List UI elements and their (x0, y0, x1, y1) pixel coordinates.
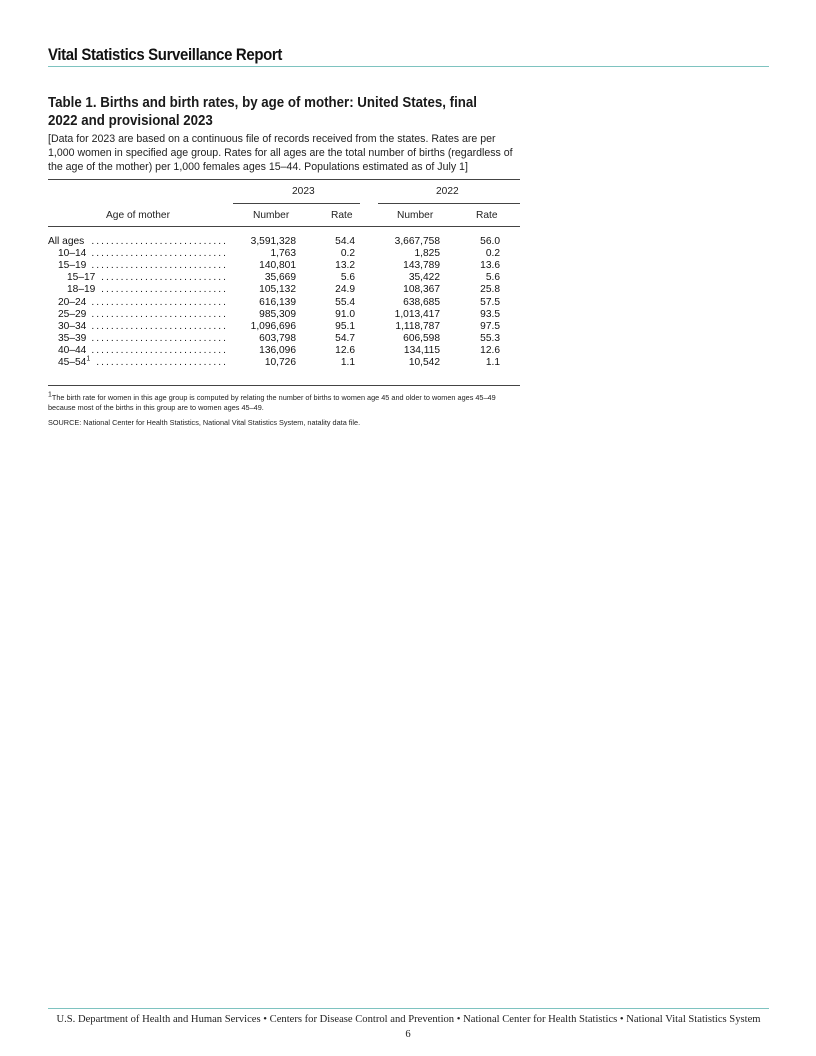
leader-dots: ............................ (91, 332, 228, 344)
table-row (48, 297, 520, 309)
header-divider (48, 66, 769, 67)
table-row (48, 333, 520, 345)
table-row (48, 321, 520, 333)
number-2022: 134,115 (403, 344, 440, 356)
number-2022: 1,825 (414, 248, 440, 260)
age-label (58, 321, 86, 332)
leader-dots: ............................ (91, 296, 228, 308)
rate-2023: 13.2 (335, 260, 355, 272)
number-2022: 108,367 (403, 284, 440, 296)
age-label (58, 260, 86, 271)
number-2022: 638,685 (403, 296, 440, 308)
age-label-text: 30–34 (58, 320, 87, 332)
age-label (58, 248, 86, 259)
age-label (58, 309, 86, 320)
leader-dots: ............................ (91, 236, 228, 247)
age-label (58, 297, 86, 308)
year-header-2022: 2022 (436, 186, 459, 197)
number-2023: 985,309 (259, 308, 296, 320)
number-2022: 10,542 (408, 357, 440, 368)
table-row (48, 357, 520, 369)
rate-2023: 95.1 (335, 320, 355, 332)
table-row (48, 345, 520, 357)
number-2023: 136,096 (259, 344, 296, 356)
leader-dots: ............................ (91, 320, 228, 332)
rate-2022: 57.5 (480, 296, 500, 308)
number-2022: 3,667,758 (394, 236, 440, 247)
age-label (67, 284, 95, 295)
page-number: 6 (405, 1029, 411, 1040)
table-row (48, 260, 520, 272)
age-label-text: 18–19 (67, 284, 96, 296)
number-2023: 1,763 (270, 248, 296, 260)
number-2023: 3,591,328 (250, 236, 296, 247)
age-label-text: 45–54 (58, 357, 87, 368)
report-title: Vital Statistics Surveillance Report (48, 45, 282, 64)
number-2022: 1,013,417 (394, 308, 440, 320)
number-2022: 1,118,787 (395, 320, 440, 332)
rate-2023: 24.9 (335, 284, 355, 296)
age-label-text: 20–24 (58, 296, 87, 308)
footnote-marker: 1 (48, 391, 52, 399)
leader-dots: .......................... (101, 272, 228, 284)
leader-dots: ............................ (91, 260, 228, 272)
number-2023: 616,139 (259, 296, 296, 308)
age-label-text: 15–19 (58, 260, 87, 272)
table-row (48, 309, 520, 321)
number-2023: 603,798 (259, 332, 296, 344)
age-label-text: 10–14 (58, 248, 87, 260)
rate-2023: 1.1 (340, 357, 355, 368)
rate-2022: 56.0 (480, 236, 500, 247)
age-label (58, 357, 90, 368)
col-header-rate-2022: Rate (476, 210, 498, 221)
table-row (48, 284, 520, 296)
spanner-rule-2023 (233, 203, 360, 204)
age-label (58, 333, 86, 344)
table-row (48, 248, 520, 260)
rate-2023: 12.6 (335, 344, 355, 356)
rate-2022: 13.6 (480, 260, 500, 272)
number-2023: 105,132 (259, 284, 296, 296)
number-2022: 143,789 (403, 260, 440, 272)
age-label-text: 40–44 (58, 344, 87, 356)
table-top-rule (48, 179, 520, 180)
leader-dots: .......................... (101, 284, 228, 296)
table-title: Table 1. Births and birth rates, by age of mother: United States, final 2022 and provisional 2023 (48, 95, 478, 129)
col-header-number-2023: Number (253, 210, 290, 221)
table-row (48, 236, 520, 248)
rate-2022: 12.6 (480, 344, 500, 356)
number-2022: 606,598 (403, 332, 440, 344)
rate-2022: 0.2 (485, 248, 500, 260)
number-2023: 10,726 (264, 357, 296, 368)
leader-dots: ............................ (91, 344, 228, 356)
rate-2023: 55.4 (335, 296, 355, 308)
rate-2022: 5.6 (485, 272, 500, 284)
table-headnote: [Data for 2023 are based on a continuous file of records received from the states. Rates are per 1,000 women in specified age group. Rates for all ages are the total number of births (regardless of the age of the mother) per 1,000 females ages 15–44. Populations estimated as of July 1] (48, 133, 513, 174)
row-header-age: Age of mother (106, 210, 170, 221)
table-bottom-rule (48, 385, 520, 386)
table-row (48, 272, 520, 284)
number-2023: 35,669 (264, 272, 296, 284)
number-2023: 140,801 (259, 260, 296, 272)
rate-2023: 0.2 (340, 248, 355, 260)
source-note: SOURCE: National Center for Health Statistics, National Vital Statistics System, natality data file. (48, 418, 361, 427)
rate-2022: 93.5 (480, 308, 500, 320)
rate-2022: 55.3 (480, 332, 500, 344)
footnote (48, 393, 520, 413)
age-label-text: 15–17 (67, 272, 96, 284)
leader-dots: ............................ (91, 248, 228, 260)
age-label (48, 236, 84, 247)
number-2022: 35,422 (408, 272, 440, 284)
header-bottom-rule (48, 226, 520, 227)
leader-dots: ............................ (91, 308, 228, 320)
col-header-number-2022: Number (397, 210, 434, 221)
age-label (58, 345, 86, 356)
age-label (67, 272, 95, 283)
year-header-2023: 2023 (292, 186, 315, 197)
number-2023: 1,096,696 (250, 320, 296, 332)
rate-2022: 97.5 (480, 320, 500, 332)
footnote-ref: 1 (86, 355, 91, 363)
rate-2022: 1.1 (485, 357, 500, 368)
rate-2022: 25.8 (480, 284, 500, 296)
footer-divider (48, 1008, 769, 1009)
age-label-text: 25–29 (58, 308, 87, 320)
footer-agencies: U.S. Department of Health and Human Services • Centers for Disease Control and Prevention • National Center for Health Statistics • National Vital Statistics System (56, 1014, 761, 1025)
leader-dots: ........................... (96, 357, 228, 368)
footnote-text: The birth rate for women in this age group is computed by relating the number of births to women age 45 and older to women ages 45–49 because most of the births in this group are to women ages 45–49. (48, 393, 496, 413)
age-label-text: All ages (48, 236, 85, 247)
rate-2023: 5.6 (340, 272, 355, 284)
rate-2023: 54.7 (335, 332, 355, 344)
age-label-text: 35–39 (58, 332, 87, 344)
spanner-rule-2022 (378, 203, 520, 204)
rate-2023: 54.4 (335, 236, 355, 247)
col-header-rate-2023: Rate (331, 210, 353, 221)
rate-2023: 91.0 (335, 308, 355, 320)
